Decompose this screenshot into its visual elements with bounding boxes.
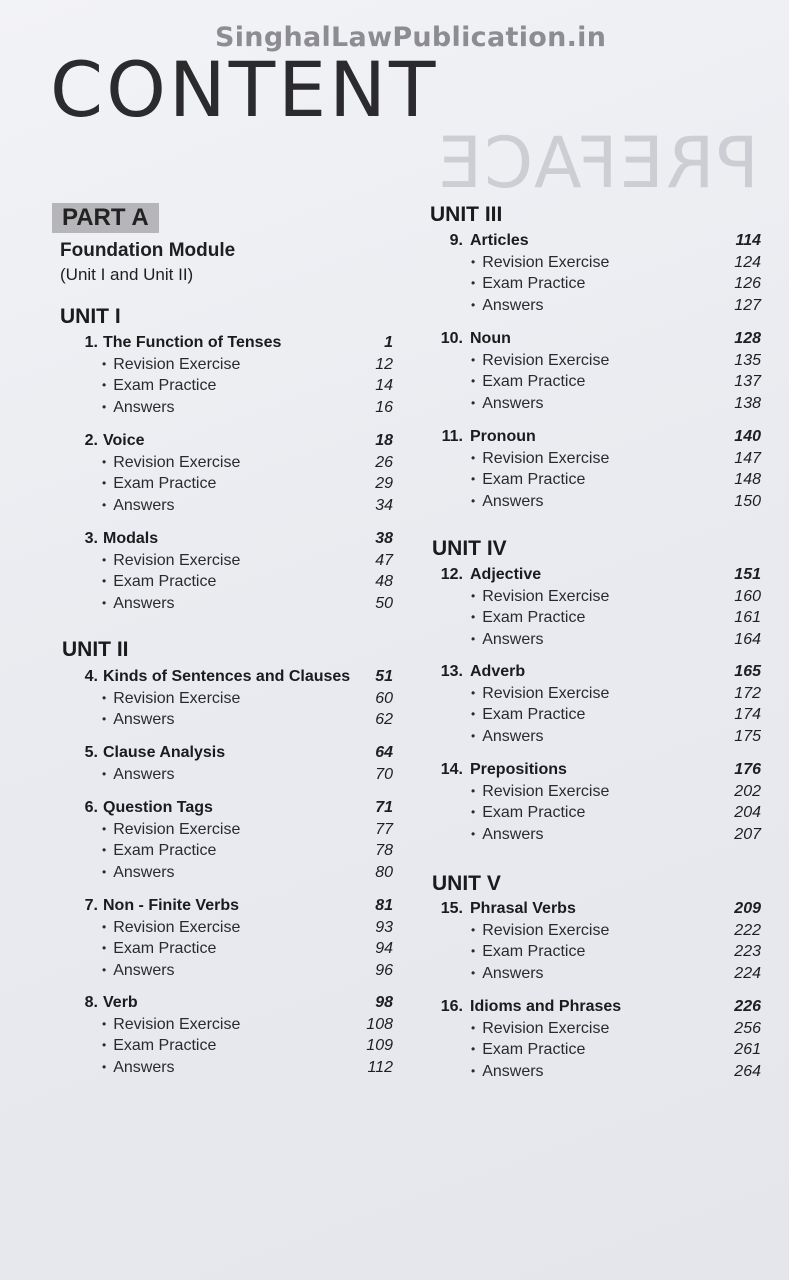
subsection-page: 29 bbox=[375, 475, 393, 493]
subsection-page: 108 bbox=[366, 1015, 393, 1033]
subsection-page: 160 bbox=[734, 587, 761, 605]
bullet-icon: • bbox=[102, 454, 107, 469]
chapter-number: 2. bbox=[84, 432, 98, 449]
unit-heading: UNIT IV bbox=[432, 537, 507, 560]
subsection-item bbox=[471, 352, 609, 370]
subsection-page: 164 bbox=[734, 630, 761, 648]
subsection-page: 109 bbox=[366, 1037, 393, 1055]
bullet-icon: • bbox=[471, 631, 476, 646]
bullet-icon: • bbox=[471, 588, 476, 603]
subsection-item bbox=[471, 1041, 585, 1059]
subsection-page: 34 bbox=[375, 496, 393, 514]
bullet-icon: • bbox=[102, 941, 107, 956]
subsection-item bbox=[471, 631, 544, 649]
chapter-number: 3. bbox=[84, 530, 98, 547]
subsection-item bbox=[471, 254, 609, 272]
chapter-title: Non - Finite Verbs bbox=[103, 897, 240, 914]
chapter-number: 6. bbox=[84, 799, 98, 816]
subsection-page: 175 bbox=[734, 727, 761, 745]
subsection-page: 137 bbox=[734, 373, 761, 391]
subsection-item bbox=[471, 588, 609, 606]
subsection-page: 93 bbox=[375, 918, 393, 936]
subsection-label: Answers bbox=[113, 961, 175, 979]
subsection-item bbox=[102, 1016, 240, 1034]
subsection-page: 26 bbox=[375, 453, 393, 471]
bullet-icon: • bbox=[471, 254, 476, 269]
subsection-label: Answers bbox=[482, 394, 544, 412]
subsection-label: Revision Exercise bbox=[113, 918, 241, 936]
subsection-item bbox=[471, 728, 544, 746]
page-title: CONTENT bbox=[50, 45, 439, 134]
subsection-page: 135 bbox=[734, 351, 761, 369]
subsection-item bbox=[102, 766, 175, 784]
chapter-title: Pronoun bbox=[470, 428, 536, 445]
subsection-label: Answers bbox=[113, 863, 175, 881]
subsection-label: Answers bbox=[482, 492, 544, 510]
bullet-icon: • bbox=[102, 476, 107, 491]
subsection-item bbox=[102, 842, 216, 860]
bullet-icon: • bbox=[102, 595, 107, 610]
chapter-page: 18 bbox=[375, 432, 393, 449]
subsection-label: Answers bbox=[113, 1058, 175, 1076]
subsection-page: 62 bbox=[375, 711, 393, 729]
bullet-icon: • bbox=[471, 374, 476, 389]
subsection-page: 126 bbox=[734, 275, 761, 293]
chapter-title: Idioms and Phrases bbox=[470, 998, 622, 1015]
bullet-icon: • bbox=[102, 378, 107, 393]
chapter-title: Question Tags bbox=[103, 799, 213, 816]
chapter-number: 14. bbox=[440, 761, 463, 778]
bullet-icon: • bbox=[471, 728, 476, 743]
chapter-title: Clause Analysis bbox=[103, 744, 226, 761]
subsection-item bbox=[471, 783, 609, 801]
subsection-item bbox=[471, 373, 585, 391]
subsection-item bbox=[471, 450, 609, 468]
bullet-icon: • bbox=[471, 276, 476, 291]
subsection-label: Revision Exercise bbox=[482, 921, 610, 939]
subsection-label: Answers bbox=[113, 496, 175, 514]
bullet-icon: • bbox=[102, 843, 107, 858]
subsection-item bbox=[102, 595, 175, 613]
bullet-icon: • bbox=[471, 783, 476, 798]
subsection-page: 147 bbox=[734, 449, 761, 467]
subsection-label: Answers bbox=[113, 711, 175, 729]
subsection-label: Revision Exercise bbox=[113, 1015, 241, 1033]
subsection-page: 70 bbox=[375, 765, 393, 783]
bullet-icon: • bbox=[471, 352, 476, 367]
subsection-item bbox=[102, 1037, 216, 1055]
subsection-page: 12 bbox=[375, 355, 393, 373]
subsection-label: Exam Practice bbox=[113, 842, 217, 860]
subsection-page: 50 bbox=[375, 594, 393, 612]
chapter-page: 176 bbox=[734, 761, 761, 778]
subsection-page: 77 bbox=[375, 820, 393, 838]
chapter-title: Articles bbox=[470, 232, 529, 249]
bullet-icon: • bbox=[102, 766, 107, 781]
chapter-title: Phrasal Verbs bbox=[470, 900, 576, 917]
watermark: SinghalLawPublication.in bbox=[215, 22, 607, 53]
subsection-label: Exam Practice bbox=[482, 275, 586, 293]
subsection-page: 96 bbox=[375, 961, 393, 979]
subsection-page: 48 bbox=[375, 573, 393, 591]
bullet-icon: • bbox=[471, 685, 476, 700]
chapter-page: 209 bbox=[734, 900, 761, 917]
subsection-item bbox=[102, 711, 175, 729]
bullet-icon: • bbox=[471, 944, 476, 959]
chapter-title: Adjective bbox=[470, 566, 542, 583]
chapter-page: 51 bbox=[375, 668, 393, 685]
subsection-label: Exam Practice bbox=[113, 377, 217, 395]
subsection-page: 112 bbox=[367, 1058, 393, 1076]
ghost-heading: PREFACE bbox=[436, 122, 759, 204]
subsection-item bbox=[102, 1059, 175, 1077]
subsection-page: 94 bbox=[375, 940, 393, 958]
subsection-item bbox=[102, 864, 175, 882]
subsection-page: 261 bbox=[734, 1041, 761, 1059]
bullet-icon: • bbox=[471, 493, 476, 508]
bullet-icon: • bbox=[102, 497, 107, 512]
subsection-page: 223 bbox=[734, 943, 761, 961]
subsection-page: 47 bbox=[375, 551, 393, 569]
subsection-item bbox=[471, 685, 609, 703]
subsection-label: Answers bbox=[482, 1062, 544, 1080]
subsection-label: Revision Exercise bbox=[482, 253, 610, 271]
subsection-page: 161 bbox=[734, 609, 761, 627]
chapter-page: 140 bbox=[734, 428, 761, 445]
subsection-label: Answers bbox=[482, 825, 544, 843]
chapter-page: 1 bbox=[384, 334, 393, 351]
subsection-item bbox=[471, 297, 544, 315]
chapter-number: 10. bbox=[440, 330, 463, 347]
chapter-page: 128 bbox=[734, 330, 761, 347]
subsection-page: 174 bbox=[734, 706, 761, 724]
chapter-number: 1. bbox=[84, 334, 98, 351]
chapter-page: 226 bbox=[734, 998, 761, 1015]
chapter-page: 151 bbox=[734, 566, 761, 583]
subsection-item bbox=[102, 690, 240, 708]
chapter-page: 64 bbox=[375, 744, 393, 761]
chapter-number: 8. bbox=[84, 994, 98, 1011]
chapter-title: Verb bbox=[103, 994, 138, 1011]
subsection-label: Revision Exercise bbox=[113, 551, 241, 569]
bullet-icon: • bbox=[102, 1038, 107, 1053]
chapter-number: 12. bbox=[440, 566, 463, 583]
bullet-icon: • bbox=[471, 1020, 476, 1035]
subsection-page: 264 bbox=[734, 1062, 761, 1080]
subsection-item bbox=[102, 454, 240, 472]
bullet-icon: • bbox=[471, 922, 476, 937]
chapter-number: 7. bbox=[84, 897, 98, 914]
bullet-icon: • bbox=[102, 864, 107, 879]
bullet-icon: • bbox=[102, 690, 107, 705]
bullet-icon: • bbox=[471, 297, 476, 312]
subsection-item bbox=[471, 804, 585, 822]
subsection-item bbox=[471, 943, 585, 961]
subsection-page: 224 bbox=[734, 964, 761, 982]
chapter-number: 13. bbox=[440, 663, 463, 680]
chapter-title: Adverb bbox=[470, 663, 526, 680]
subsection-page: 80 bbox=[375, 863, 393, 881]
chapter-title: Noun bbox=[470, 330, 511, 347]
chapter-number: 15. bbox=[440, 900, 463, 917]
chapter-title: The Function of Tenses bbox=[103, 334, 282, 351]
subsection-item bbox=[102, 399, 175, 417]
subsection-item bbox=[102, 919, 240, 937]
chapter-number: 11. bbox=[441, 428, 463, 445]
subsection-label: Answers bbox=[482, 727, 544, 745]
bullet-icon: • bbox=[102, 399, 107, 414]
bullet-icon: • bbox=[471, 450, 476, 465]
subsection-label: Revision Exercise bbox=[113, 355, 241, 373]
bullet-icon: • bbox=[102, 1059, 107, 1074]
subsection-label: Revision Exercise bbox=[482, 684, 610, 702]
bullet-icon: • bbox=[102, 356, 107, 371]
bullet-icon: • bbox=[102, 712, 107, 727]
unit-heading: UNIT V bbox=[432, 872, 501, 895]
subsection-label: Revision Exercise bbox=[482, 351, 610, 369]
subsection-label: Exam Practice bbox=[482, 471, 586, 489]
subsection-label: Exam Practice bbox=[482, 1041, 586, 1059]
subsection-label: Exam Practice bbox=[482, 943, 586, 961]
chapter-title: Modals bbox=[103, 530, 159, 547]
subsection-label: Revision Exercise bbox=[113, 689, 241, 707]
chapter-title: Prepositions bbox=[470, 761, 567, 778]
chapter-number: 4. bbox=[84, 668, 98, 685]
subsection-page: 14 bbox=[375, 377, 393, 395]
subsection-page: 207 bbox=[734, 825, 761, 843]
chapter-page: 38 bbox=[375, 530, 393, 547]
subsection-item bbox=[102, 475, 216, 493]
chapter-number: 5. bbox=[84, 744, 98, 761]
subsection-label: Revision Exercise bbox=[482, 1019, 610, 1037]
unit-heading: UNIT II bbox=[62, 638, 129, 661]
subsection-label: Revision Exercise bbox=[113, 820, 241, 838]
bullet-icon: • bbox=[102, 1016, 107, 1031]
subsection-label: Answers bbox=[482, 964, 544, 982]
subsection-item bbox=[471, 706, 585, 724]
subsection-label: Exam Practice bbox=[113, 1037, 217, 1055]
subsection-item bbox=[102, 377, 216, 395]
subsection-page: 124 bbox=[734, 253, 761, 271]
subsection-item bbox=[102, 573, 216, 591]
subsection-label: Answers bbox=[113, 594, 175, 612]
subsection-label: Exam Practice bbox=[482, 373, 586, 391]
bullet-icon: • bbox=[471, 610, 476, 625]
subsection-label: Answers bbox=[482, 296, 544, 314]
subsection-page: 172 bbox=[734, 684, 761, 702]
subsection-label: Exam Practice bbox=[482, 804, 586, 822]
chapter-number: 9. bbox=[449, 232, 463, 249]
subsection-page: 150 bbox=[734, 492, 761, 510]
subsection-label: Answers bbox=[482, 630, 544, 648]
subsection-label: Exam Practice bbox=[113, 475, 217, 493]
subsection-item bbox=[102, 821, 240, 839]
bullet-icon: • bbox=[471, 805, 476, 820]
subsection-item bbox=[471, 826, 544, 844]
chapter-page: 98 bbox=[375, 994, 393, 1011]
subsection-item bbox=[471, 395, 544, 413]
bullet-icon: • bbox=[471, 965, 476, 980]
unit-heading: UNIT I bbox=[60, 305, 121, 328]
subsection-item bbox=[102, 940, 216, 958]
subsection-item bbox=[471, 493, 544, 511]
subsection-page: 138 bbox=[734, 394, 761, 412]
bullet-icon: • bbox=[102, 821, 107, 836]
module-title: Foundation Module bbox=[60, 240, 236, 261]
subsection-item bbox=[471, 922, 609, 940]
subsection-item bbox=[471, 275, 585, 293]
bullet-icon: • bbox=[471, 472, 476, 487]
subsection-label: Exam Practice bbox=[113, 940, 217, 958]
bullet-icon: • bbox=[471, 395, 476, 410]
subsection-item bbox=[471, 965, 544, 983]
subsection-item bbox=[102, 962, 175, 980]
subsection-item bbox=[471, 1020, 609, 1038]
subsection-page: 202 bbox=[734, 782, 761, 800]
bullet-icon: • bbox=[102, 962, 107, 977]
bullet-icon: • bbox=[471, 1042, 476, 1057]
subsection-label: Revision Exercise bbox=[482, 782, 610, 800]
chapter-title: Voice bbox=[103, 432, 145, 449]
subsection-page: 148 bbox=[734, 471, 761, 489]
part-badge: PART A bbox=[52, 203, 159, 233]
subsection-item bbox=[471, 471, 585, 489]
subsection-item bbox=[471, 1063, 544, 1081]
chapter-page: 71 bbox=[375, 799, 393, 816]
subsection-item bbox=[471, 609, 585, 627]
subsection-page: 127 bbox=[734, 296, 761, 314]
subsection-item bbox=[102, 552, 240, 570]
chapter-page: 81 bbox=[375, 897, 393, 914]
chapter-page: 114 bbox=[735, 232, 761, 249]
subsection-page: 256 bbox=[734, 1019, 761, 1037]
subsection-page: 78 bbox=[375, 842, 393, 860]
chapter-title: Kinds of Sentences and Clauses bbox=[103, 668, 351, 685]
unit-heading: UNIT III bbox=[430, 203, 503, 226]
subsection-label: Exam Practice bbox=[482, 609, 586, 627]
subsection-label: Revision Exercise bbox=[482, 449, 610, 467]
subsection-page: 222 bbox=[734, 921, 761, 939]
bullet-icon: • bbox=[102, 552, 107, 567]
module-subtitle: (Unit I and Unit II) bbox=[60, 265, 194, 284]
subsection-page: 204 bbox=[734, 804, 761, 822]
bullet-icon: • bbox=[102, 574, 107, 589]
bullet-icon: • bbox=[102, 919, 107, 934]
subsection-label: Exam Practice bbox=[482, 706, 586, 724]
subsection-label: Revision Exercise bbox=[113, 453, 241, 471]
chapter-number: 16. bbox=[440, 998, 463, 1015]
subsection-label: Answers bbox=[113, 765, 175, 783]
subsection-item bbox=[102, 356, 240, 374]
subsection-label: Exam Practice bbox=[113, 573, 217, 591]
bullet-icon: • bbox=[471, 826, 476, 841]
subsection-label: Answers bbox=[113, 398, 175, 416]
bullet-icon: • bbox=[471, 1063, 476, 1078]
subsection-page: 16 bbox=[375, 398, 393, 416]
subsection-label: Revision Exercise bbox=[482, 587, 610, 605]
bullet-icon: • bbox=[471, 707, 476, 722]
subsection-page: 60 bbox=[375, 689, 393, 707]
chapter-page: 165 bbox=[734, 663, 761, 680]
subsection-item bbox=[102, 497, 175, 515]
